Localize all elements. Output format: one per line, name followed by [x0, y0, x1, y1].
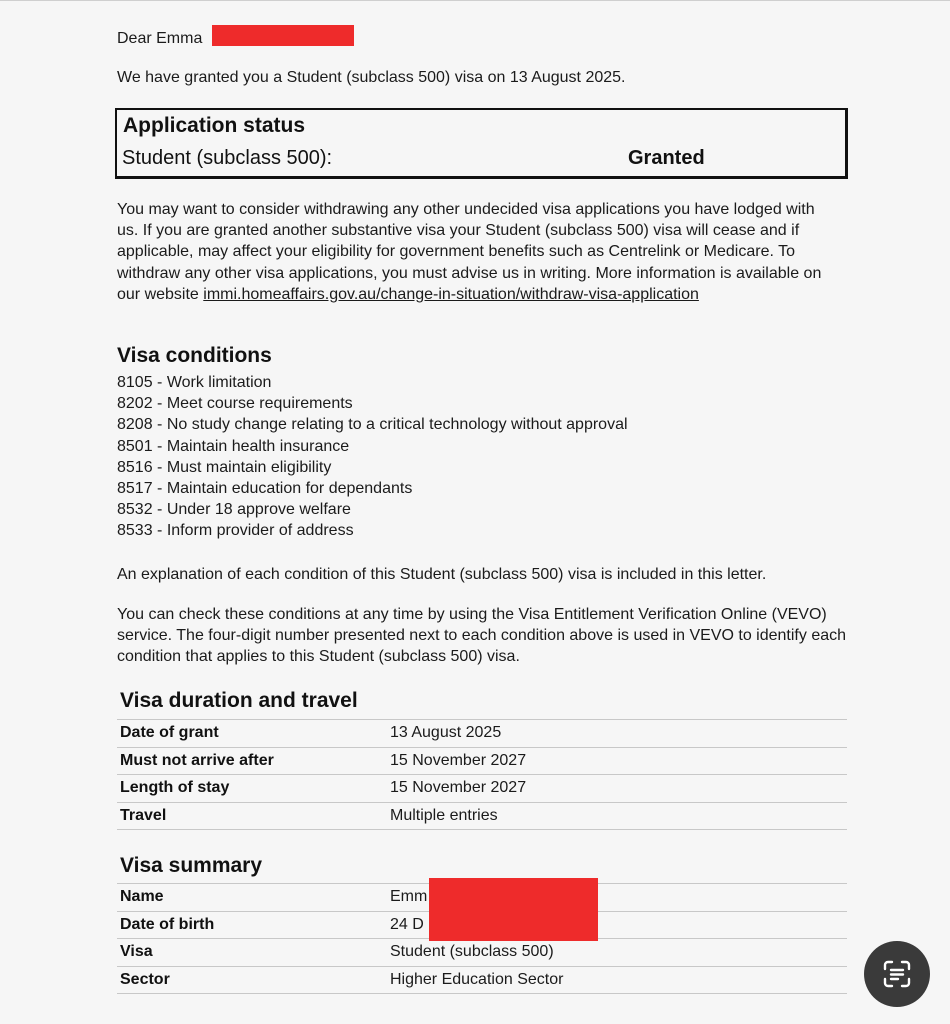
application-status-box	[115, 108, 848, 179]
condition-item: 8517 - Maintain education for dependants	[117, 480, 413, 498]
row-value: 15 November 2027	[390, 779, 527, 796]
row-value: Higher Education Sector	[390, 970, 564, 988]
condition-item: 8501 - Maintain health insurance	[117, 437, 350, 455]
visa-duration-heading: Visa duration and travel	[120, 689, 358, 712]
visa-conditions-heading: Visa conditions	[117, 344, 272, 367]
row-value: 24 D	[390, 915, 424, 933]
row-label: Sector	[120, 970, 170, 988]
row-value: Multiple entries	[390, 806, 498, 824]
condition-item: 8533 - Inform provider of address	[117, 522, 354, 540]
greeting: Dear Emma	[117, 30, 203, 47]
condition-item: 8532 - Under 18 approve welfare	[117, 501, 351, 519]
table-row	[117, 803, 847, 831]
condition-item: 8208 - No study change relating to a critical technology without approval	[117, 416, 628, 434]
row-label: Visa	[120, 943, 153, 960]
application-status-value: Granted	[628, 147, 705, 169]
row-label: Must not arrive after	[120, 751, 274, 769]
visa-conditions-list	[117, 372, 628, 542]
conditions-explanation: An explanation of each condition of this Student (subclass 500) visa is included in this letter.	[117, 566, 767, 583]
row-label: Date of grant	[120, 724, 219, 741]
vevo-paragraph: You can check these conditions at any time by using the Visa Entitlement Verification Online (VEVO) service. The four-digit number presented next to each condition above is used in VEVO to identify each condition that applies to this Student (subclass 500) visa.	[117, 606, 847, 666]
row-label: Length of stay	[120, 779, 230, 796]
text-scan-icon	[881, 958, 913, 990]
table-row	[117, 748, 847, 776]
application-status-title: Application status	[123, 114, 306, 137]
application-status-visa-label: Student (subclass 500):	[122, 147, 333, 169]
withdraw-link[interactable]: immi.homeaffairs.gov.au/change-in-situation/withdraw-visa-application	[203, 285, 699, 303]
visa-duration-table	[117, 719, 847, 830]
withdraw-text: You may want to consider withdrawing any other undecided visa applications you have lodged with us. If you are granted another substantive visa your Student (subclass 500) visa will cease and if applicable, may affect your eligibility for government benefits such as Centrelink or Medicare. To withdraw any other visa applications, you must advise us in writing. More information is available on our website	[117, 201, 822, 303]
table-row	[117, 967, 847, 995]
visa-summary-heading: Visa summary	[120, 854, 263, 877]
row-label: Date of birth	[120, 915, 215, 933]
table-row	[117, 720, 847, 748]
row-label: Travel	[120, 806, 167, 824]
table-row	[117, 939, 847, 967]
redaction-name-top	[212, 25, 354, 46]
withdraw-paragraph	[117, 199, 827, 305]
condition-item: 8516 - Must maintain eligibility	[117, 458, 332, 476]
row-value: 13 August 2025	[390, 724, 502, 741]
table-row	[117, 775, 847, 803]
redaction-name-dob	[429, 878, 598, 941]
row-value: 15 November 2027	[390, 751, 527, 769]
row-value: Emm	[390, 888, 428, 905]
row-value: Student (subclass 500)	[390, 943, 554, 960]
row-label: Name	[120, 888, 164, 905]
condition-item: 8202 - Meet course requirements	[117, 395, 353, 413]
grant-intro: We have granted you a Student (subclass 500) visa on 13 August 2025.	[117, 69, 626, 86]
condition-item: 8105 - Work limitation	[117, 374, 272, 391]
scan-text-button[interactable]	[864, 941, 930, 1007]
